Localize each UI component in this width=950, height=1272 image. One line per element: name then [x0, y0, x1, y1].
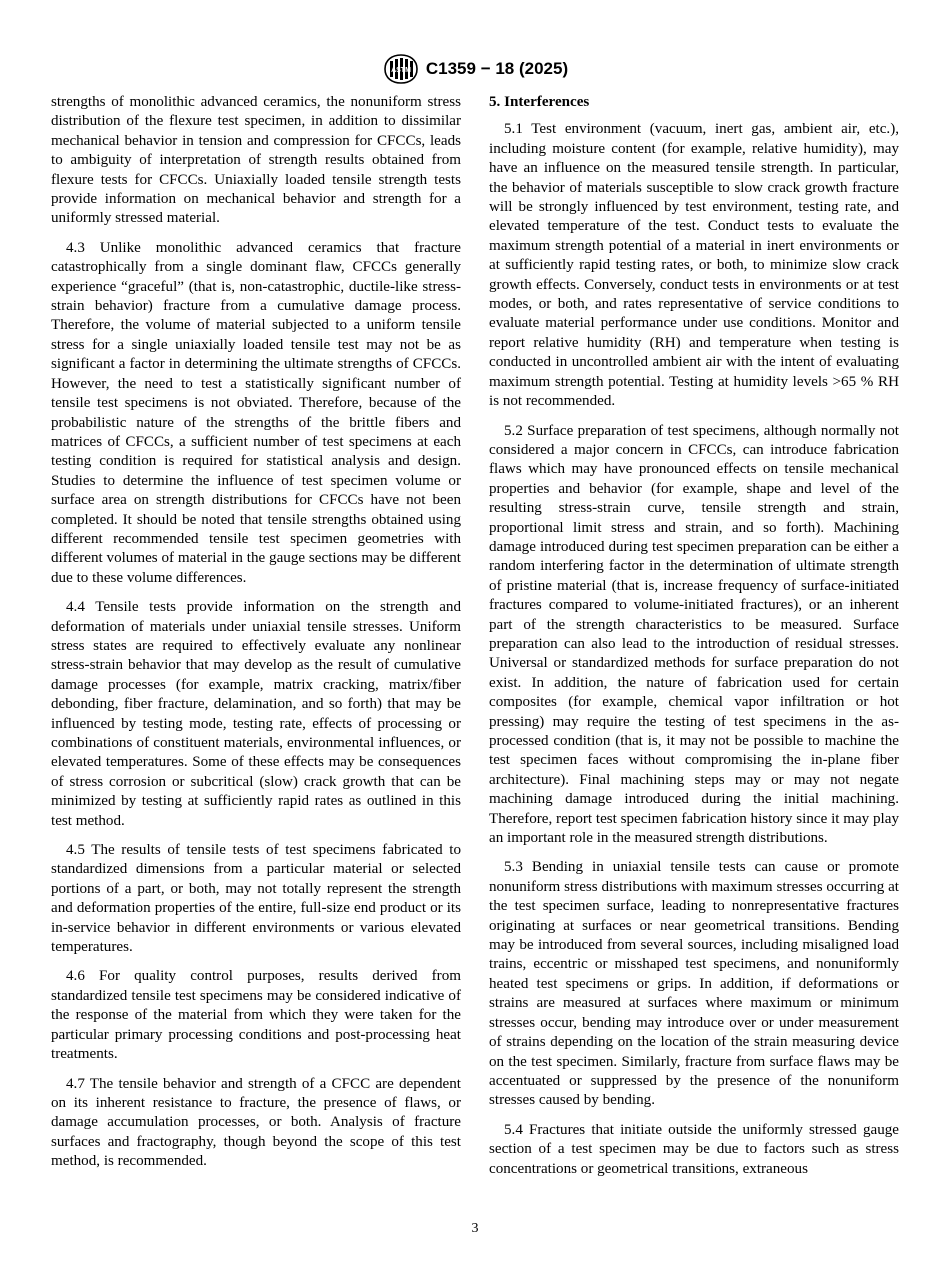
paragraph-4-5: 4.5 The results of tensile tests of test specimens fabricated to standardized dimensions from a particular material or selected portions of a part, or both, may not totally represent the strength and deformation properties of the entire, full-size end product or its in-service behavior in different environments or various elevated temperatures.: [51, 842, 461, 956]
paragraph-4-6: 4.6 For quality control purposes, results derived from standardized tensile test specimens may be considered indicative of the response of the material from which they were taken for the particular primary processing conditions and post-processing heat treatments.: [51, 968, 461, 1063]
paragraph-4-3: 4.3 Unlike monolithic advanced ceramics that fracture catastrophically from a single dominant flaw, CFCCs generally experience “graceful” (that is, non-catastrophic, ductile-like stress-strain behavior) fracture from a cumulative damage process. Therefore, the volume of material subjected to a uniform tensile stress for a single uniaxially loaded tensile test may not be as significant a factor in determining the ultimate strengths of CFCCs. However, the need to test a statistically significant number of tensile test specimens is not obviated. Therefore, because of the probabilistic nature of the strengths of the brittle fibers and matrices of CFCCs, a sufficient number of test specimens at each testing condition is required for statistical analysis and design. Studies to determine the influence of test specimen volume or surface area on strength distributions for CFCCs have not been completed. It should be noted that tensile strengths obtained using different recommended tensile test specimen geometries with different volumes of material in the gauge sections may be different due to these volume differences.: [51, 239, 461, 586]
left-column: [51, 93, 461, 1172]
section-title-interferences: 5. Interferences: [489, 94, 590, 110]
paragraph-5-1: 5.1 Test environment (vacuum, inert gas, ambient air, etc.), including moisture content (for example, relative humidity), may have an influence on the measured tensile strength. In particular, the behavior of materials susceptible to slow crack growth fracture will be strongly influenced by test environment, testing rate, and elevated temperature of the test. Conduct tests to evaluate the maximum strength potential of a material in inert environments or at sufficiently rapid testing rates, or both, to minimize slow crack growth effects. Conversely, conduct tests in environments or at test modes, or both, and rates representative of service conditions to evaluate material performance under use conditions. Monitor and report relative humidity (RH) and temperature when testing is conducted in uncontrolled ambient air with the intent of evaluating maximum strength potential. Testing at humidity levels >65 % RH is not recommended.: [489, 121, 899, 410]
logo-text: ASTM: [390, 67, 411, 74]
page-number: 3: [471, 1221, 479, 1236]
paragraph-4-2-continued: strengths of monolithic advanced ceramics, the nonuniform stress distribution of the flexure test specimen, in addition to dissimilar mechanical behavior in tension and compression for CFCCs, leads to ambiguity of interpretation of strength results obtained from flexure tests for CFCCs. Uniaxially loaded tensile strength tests provide information on mechanical behavior and strength for a uniformly stressed material.: [51, 94, 461, 227]
paragraph-4-7: 4.7 The tensile behavior and strength of a CFCC are dependent on its inherent resistance to fracture, the presence of flaws, or damage accumulation processes, or both. Analysis of fracture surfaces and fractography, though beyond the scope of this test method, is recommended.: [51, 1075, 461, 1170]
right-column: [489, 93, 899, 1179]
paragraph-5-4: 5.4 Fractures that initiate outside the uniformly stressed gauge section of a test specimen may be due to factors such as stress concentrations or geometrical transitions, extraneous: [489, 1121, 899, 1177]
paragraph-5-2: 5.2 Surface preparation of test specimens, although normally not considered a major concern in CFCCs, can introduce fabrication flaws which may have pronounced effects on tensile mechanical properties and behavior (for example, shape and level of the resulting stress-strain curve, tensile strength and strain, proportional limit stress and strain, and so forth). Machining damage introduced during test specimen preparation can be either a random interfering factor in the determination of ultimate strength of pristine material (that is, increase frequency of surface-initiated fractures compared to volume-initiated fractures), or an inherent part of the strength characteristics to be measured. Surface preparation can also lead to the introduction of residual stresses. Universal or standardized methods for surface preparation do not exist. In addition, the nature of fabrication used for certain composites (for example, chemical vapor infiltration or hot pressing) may require the testing of test specimens in the as-processed condition (that is, it may not be possible to machine the test specimen faces without compromising the in-plane fiber architecture). Final machining steps may or may not negate machining damage introduced during the initial machining. Therefore, report test specimen fabrication history since it may play an important role in the measured strength distributions.: [489, 422, 899, 847]
paragraph-4-4: 4.4 Tensile tests provide information on the strength and deformation of materials under uniaxial tensile stresses. Uniform stress states are required to effectively evaluate any nonlinear stress-strain behavior that may develop as the result of cumulative damage processes (for example, matrix cracking, matrix/fiber debonding, fiber fracture, delamination, and so forth) that may be influenced by testing mode, testing rate, effects of processing or combinations of constituent materials, environmental influences, or elevated temperatures. Some of these effects may be consequences of stress corrosion or subcritical (slow) crack growth that can be minimized by testing at sufficiently rapid rates as outlined in this test method.: [51, 599, 461, 829]
standard-designation: C1359 − 18 (2025): [425, 59, 569, 78]
page-header: [0, 52, 950, 86]
paragraph-5-3: 5.3 Bending in uniaxial tensile tests can cause or promote nonuniform stress distributions with maximum stresses occurring at the test specimen surface, leading to nonrepresentative fractures originating at surfaces or near geometrical transitions. Bending may be introduced from several sources, including misaligned load trains, eccentric or misshaped test specimens, and nonuniformly heated test specimens or grips. In addition, if deformations or strains are measured at surfaces where maximum or minimum stresses occur, bending may introduce over or under measurement of strains depending on the location of the strain measuring device on the test specimen. Similarly, fracture from surface flaws may be accentuated or suppressed by the presence of the nonuniform stresses caused by bending.: [489, 859, 899, 1109]
astm-logo: [382, 52, 420, 86]
